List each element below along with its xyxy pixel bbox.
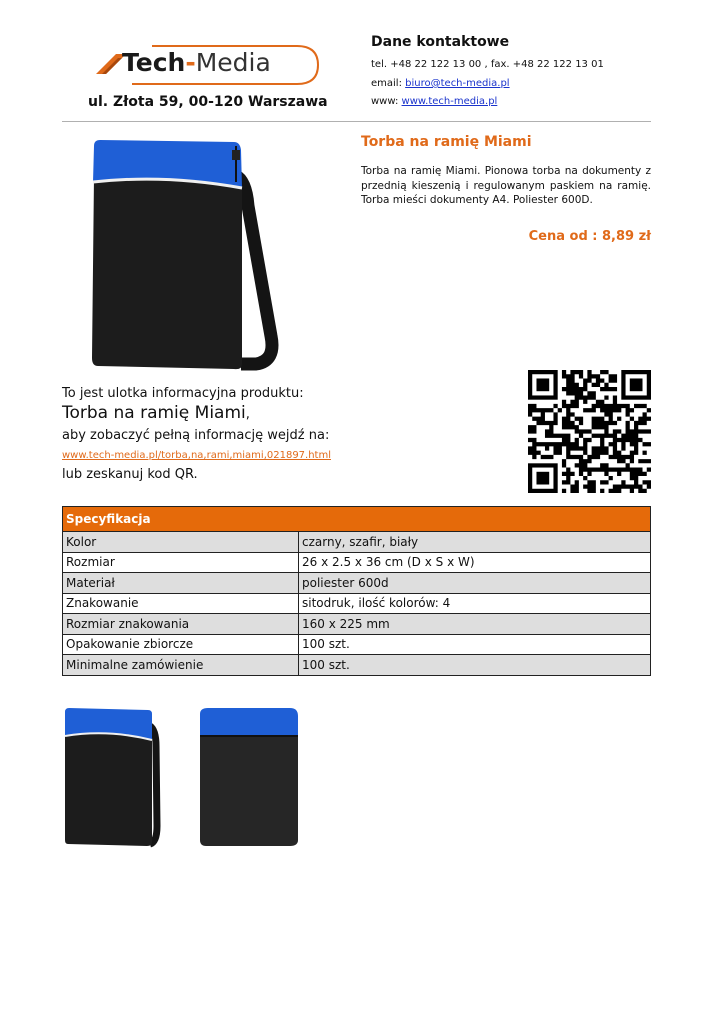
flyer-product-name: Torba na ramię Miami — [62, 403, 246, 423]
spec-value: 26 x 2.5 x 36 cm (D x S x W) — [299, 552, 651, 573]
logo-text: Tech-Media — [122, 48, 271, 77]
spec-row — [63, 593, 651, 614]
flyer-scan-text: lub zeskanuj kod QR. — [62, 467, 198, 482]
flyer-product-name-line — [62, 403, 250, 423]
spec-row — [63, 655, 651, 676]
flyer-comma: , — [245, 407, 250, 422]
spec-key: Materiał — [63, 573, 299, 594]
spec-row — [63, 634, 651, 655]
header-divider — [62, 121, 651, 122]
spec-key: Znakowanie — [63, 593, 299, 614]
qr-code-icon — [528, 370, 651, 493]
spec-key: Rozmiar — [63, 552, 299, 573]
www-link[interactable]: www.tech-media.pl — [401, 96, 498, 107]
spec-value: sitodruk, ilość kolorów: 4 — [299, 593, 651, 614]
spec-row — [63, 614, 651, 635]
spec-header: Specyfikacja — [63, 507, 651, 532]
spec-value: 100 szt. — [299, 634, 651, 655]
spec-key: Opakowanie zbiorcze — [63, 634, 299, 655]
contact-title: Dane kontaktowe — [371, 34, 510, 50]
spec-value: 100 szt. — [299, 655, 651, 676]
product-image — [86, 136, 286, 376]
flyer-visit-text: aby zobaczyć pełną informację wejdź na: — [62, 428, 330, 443]
product-title: Torba na ramię Miami — [361, 134, 532, 150]
spec-table — [62, 506, 651, 676]
spec-value: poliester 600d — [299, 573, 651, 594]
company-address: ul. Złota 59, 00-120 Warszawa — [88, 94, 328, 110]
www-label: www: — [371, 96, 402, 107]
spec-row — [63, 573, 651, 594]
product-url-link[interactable]: www.tech-media.pl/torba,na,rami,miami,021897.html — [62, 450, 331, 461]
product-thumbnail-2 — [194, 706, 300, 848]
company-logo — [92, 40, 322, 90]
spec-value: 160 x 225 mm — [299, 614, 651, 635]
spec-key: Rozmiar znakowania — [63, 614, 299, 635]
spec-key: Kolor — [63, 532, 299, 553]
product-description: Torba na ramię Miami. Pionowa torba na dokumenty z przednią kieszenią i regulowanym paskiem na ramię. Torba mieści dokumenty A4. Poliester 600D. — [361, 165, 651, 206]
email-line — [371, 78, 510, 89]
www-line — [371, 96, 497, 107]
phone-fax: tel. +48 22 122 13 00 , fax. +48 22 122 13 01 — [371, 59, 604, 70]
flyer-url-line — [62, 450, 331, 461]
spec-row — [63, 532, 651, 553]
product-thumbnail-1 — [62, 706, 162, 848]
spec-value: czarny, szafir, biały — [299, 532, 651, 553]
spec-row — [63, 552, 651, 573]
product-price: Cena od : 8,89 zł — [528, 229, 651, 244]
spec-key: Minimalne zamówienie — [63, 655, 299, 676]
flyer-intro: To jest ulotka informacyjna produktu: — [62, 386, 304, 401]
email-label: email: — [371, 78, 406, 89]
email-link[interactable]: biuro@tech-media.pl — [405, 78, 510, 89]
